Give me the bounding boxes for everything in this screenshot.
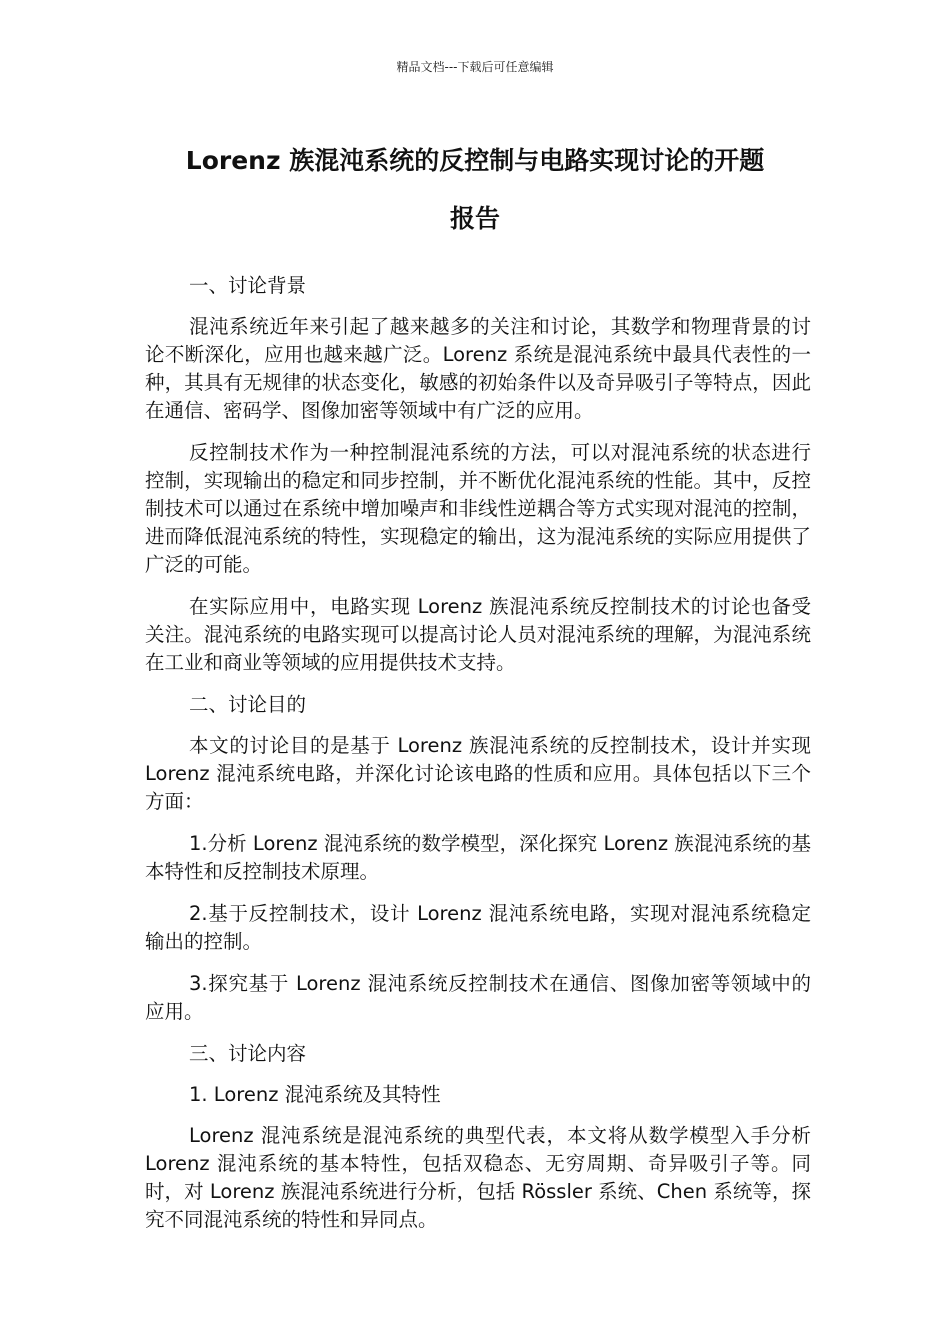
paragraph-lorenz-characteristics: Lorenz 混沌系统是混沌系统的典型代表，本文将从数学模型入手分析 Lorenz 混沌系统的基本特性，包括双稳态、无穷周期、奇异吸引子等。同时，对 Lorenz 族混沌系统进行分析，包括 Rössler 系统、Chen 系统等，探究不同混沌系统的特性和异同点。 [145, 1124, 811, 1231]
list-item-purpose-3: 3.探究基于 Lorenz 混沌系统反控制技术在通信、图像加密等领域中的应用。 [145, 972, 811, 1023]
title-line-1: Lorenz 族混沌系统的反控制与电路实现讨论的开题 [185, 146, 765, 175]
paragraph-background-3: 在实际应用中，电路实现 Lorenz 族混沌系统反控制技术的讨论也备受关注。混沌系统的电路实现可以提高讨论人员对混沌系统的理解，为混沌系统在工业和商业等领域的应用提供技术支持。 [145, 595, 811, 674]
list-item-purpose-1: 1.分析 Lorenz 混沌系统的数学模型，深化探究 Lorenz 族混沌系统的基本特性和反控制技术原理。 [145, 832, 811, 883]
title-line-2: 报告 [449, 204, 500, 233]
page-header: 精品文档---下载后可任意编辑 [396, 60, 554, 74]
list-item-purpose-2: 2.基于反控制技术，设计 Lorenz 混沌系统电路，实现对混沌系统稳定输出的控制。 [145, 902, 811, 953]
subsection-heading-lorenz: 1. Lorenz 混沌系统及其特性 [189, 1083, 441, 1106]
section-heading-content: 三、讨论内容 [189, 1042, 307, 1065]
paragraph-purpose-intro: 本文的讨论目的是基于 Lorenz 族混沌系统的反控制技术，设计并实现 Lorenz 混沌系统电路，并深化讨论该电路的性质和应用。具体包括以下三个方面： [145, 734, 811, 813]
document-title [145, 132, 805, 248]
document-body [145, 272, 811, 1248]
paragraph-background-1: 混沌系统近年来引起了越来越多的关注和讨论，其数学和物理背景的讨论不断深化，应用也越来越广泛。Lorenz 系统是混沌系统中最具代表性的一种，其具有无规律的状态变化，敏感的初始条件以及奇异吸引子等特点，因此在通信、密码学、图像加密等领域中有广泛的应用。 [145, 315, 811, 422]
section-heading-background: 一、讨论背景 [189, 274, 307, 297]
section-heading-purpose: 二、讨论目的 [189, 693, 307, 716]
paragraph-background-2: 反控制技术作为一种控制混沌系统的方法，可以对混沌系统的状态进行控制，实现输出的稳定和同步控制，并不断优化混沌系统的性能。其中，反控制技术可以通过在系统中增加噪声和非线性逆耦合等方式实现对混沌的控制，进而降低混沌系统的特性，实现稳定的输出，这为混沌系统的实际应用提供了广泛的可能。 [145, 441, 811, 576]
